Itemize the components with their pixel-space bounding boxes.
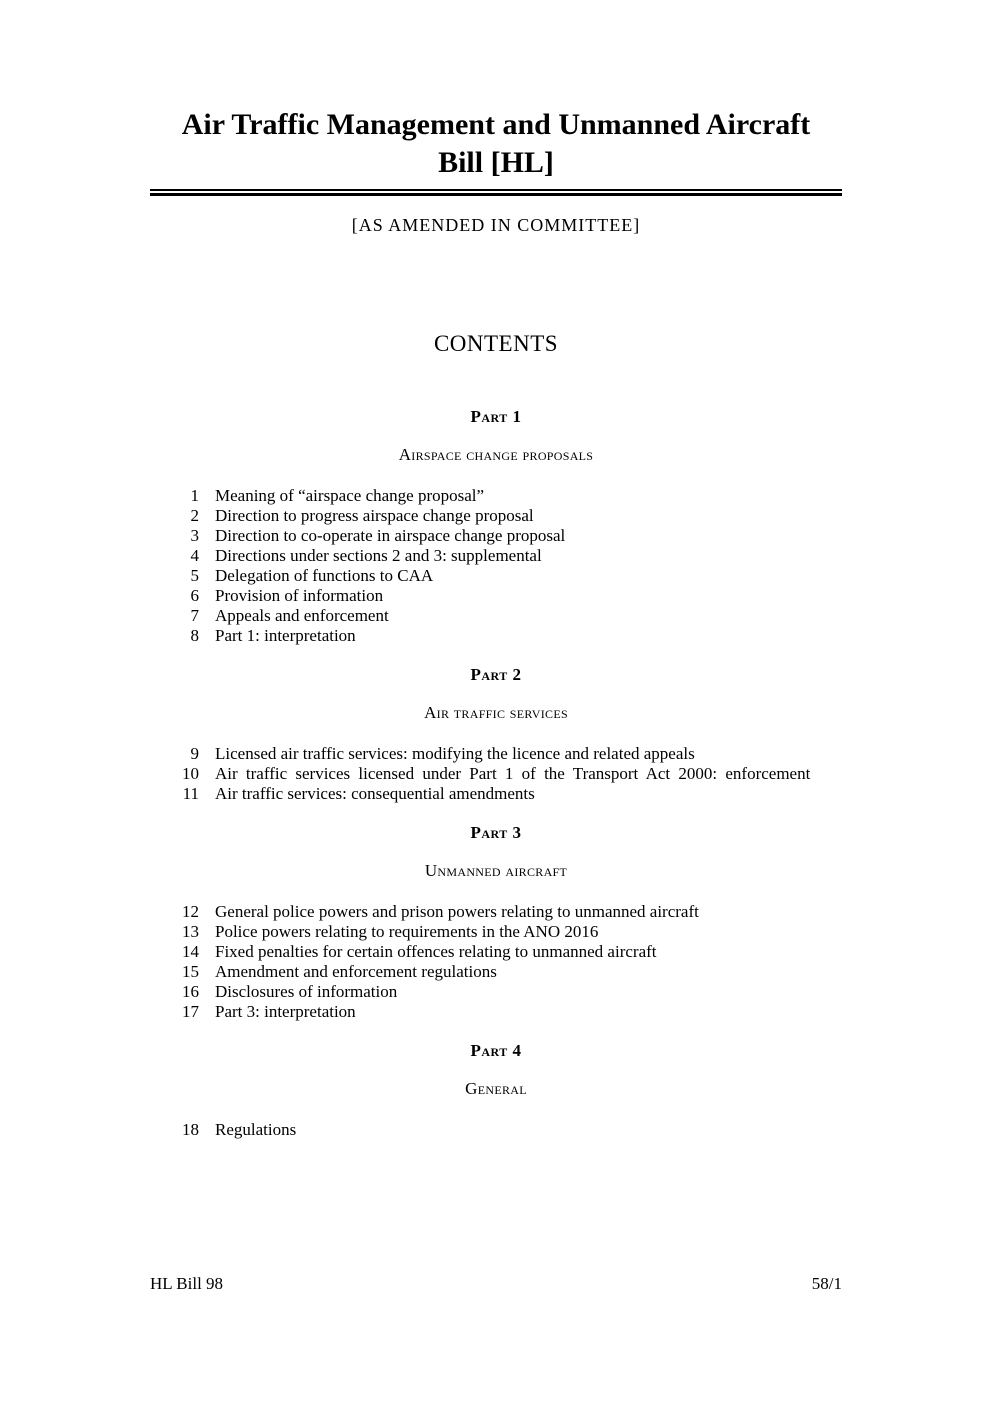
toc-item-title: General police powers and prison powers relating to unmanned aircraft: [215, 902, 699, 921]
toc-item-number: 10: [182, 764, 199, 783]
toc-item-title: Regulations: [215, 1120, 297, 1139]
toc-item-title: Air traffic services: consequential amendments: [215, 784, 535, 803]
toc-item-title: Part 3: interpretation: [215, 1002, 356, 1021]
toc-item-8: [150, 626, 842, 646]
toc-item-number: 9: [190, 744, 199, 763]
part-2-items: [150, 744, 842, 804]
part-1-subtitle: Airspace change proposals: [398, 445, 594, 464]
footer-session-number: 58/1: [811, 1274, 842, 1293]
part-section-4: [150, 1040, 842, 1140]
toc-item-number: 11: [182, 784, 199, 803]
part-2-subtitle: Air traffic services: [424, 703, 568, 722]
toc-item-number: 2: [190, 506, 199, 525]
page-footer: [150, 1274, 842, 1294]
toc-item-title: Appeals and enforcement: [215, 606, 389, 625]
bill-title-line-2: Bill [HL]: [438, 146, 554, 179]
toc-item-13: [150, 922, 842, 942]
toc-item-number: 16: [182, 982, 199, 1001]
toc-item-14: [150, 942, 842, 962]
toc-item-number: 3: [190, 526, 199, 545]
bill-title-line-1: Air Traffic Management and Unmanned Aircraft: [181, 108, 811, 141]
toc-item-3: [150, 526, 842, 546]
toc-item-5: [150, 566, 842, 586]
toc-item-number: 15: [182, 962, 199, 981]
toc-item-18: [150, 1120, 842, 1140]
toc-item-number: 8: [190, 626, 199, 645]
toc-item-9: [150, 744, 842, 764]
part-4-heading: Part 4: [470, 1041, 522, 1060]
toc-item-11: [150, 784, 842, 804]
contents-heading: CONTENTS: [433, 331, 559, 356]
part-4-items: [150, 1120, 842, 1140]
part-1-items: [150, 486, 842, 646]
toc-item-number: 13: [182, 922, 199, 941]
part-section-2: [150, 664, 842, 804]
toc-item-16: [150, 982, 842, 1002]
toc-item-title: Direction to progress airspace change proposal: [215, 506, 534, 525]
toc-item-title: Police powers relating to requirements in the ANO 2016: [215, 922, 599, 941]
toc-item-2: [150, 506, 842, 526]
toc-item-12: [150, 902, 842, 922]
toc-item-title: Direction to co-operate in airspace change proposal: [215, 526, 566, 545]
part-section-1: [150, 406, 842, 646]
toc-item-title: Part 1: interpretation: [215, 626, 356, 645]
toc-item-number: 14: [182, 942, 199, 961]
toc-item-number: 5: [190, 566, 199, 585]
part-3-heading: Part 3: [470, 823, 522, 842]
toc-item-6: [150, 586, 842, 606]
part-3-items: [150, 902, 842, 1022]
toc-item-number: 12: [182, 902, 199, 921]
toc-item-17: [150, 1002, 842, 1022]
footer-bill-number: HL Bill 98: [150, 1274, 224, 1293]
toc-item-10: [150, 764, 842, 784]
title-rule: [150, 189, 842, 196]
part-2-heading: Part 2: [470, 665, 522, 684]
toc-item-number: 1: [190, 486, 199, 505]
page-content: [150, 0, 842, 1140]
toc-item-title: Meaning of “airspace change proposal”: [215, 486, 485, 505]
toc-item-7: [150, 606, 842, 626]
toc-item-4: [150, 546, 842, 566]
part-3-subtitle: Unmanned aircraft: [424, 861, 568, 880]
toc-item-15: [150, 962, 842, 982]
toc-item-title: Licensed air traffic services: modifying the licence and related appeals: [215, 744, 695, 763]
toc-item-title: Fixed penalties for certain offences relating to unmanned aircraft: [215, 942, 657, 961]
toc-item-number: 4: [190, 546, 199, 565]
part-4-subtitle: General: [465, 1079, 527, 1098]
toc-item-title: Disclosures of information: [215, 982, 398, 1001]
part-section-3: [150, 822, 842, 1022]
amendment-note: [AS AMENDED IN COMMITTEE]: [351, 215, 641, 235]
part-1-heading: Part 1: [470, 407, 522, 426]
toc-item-1: [150, 486, 842, 506]
toc-item-title: Delegation of functions to CAA: [215, 566, 434, 585]
bill-title: [150, 106, 842, 182]
toc-item-number: 18: [182, 1120, 199, 1139]
toc-item-title: Provision of information: [215, 586, 384, 605]
toc-item-number: 17: [182, 1002, 199, 1021]
toc-item-title: Directions under sections 2 and 3: supplemental: [215, 546, 542, 565]
toc-item-number: 6: [190, 586, 199, 605]
toc-item-title: Amendment and enforcement regulations: [215, 962, 497, 981]
toc-item-number: 7: [190, 606, 199, 625]
toc-item-title: Air traffic services licensed under Part 1 of the Transport Act 2000: enforcement: [215, 764, 811, 783]
